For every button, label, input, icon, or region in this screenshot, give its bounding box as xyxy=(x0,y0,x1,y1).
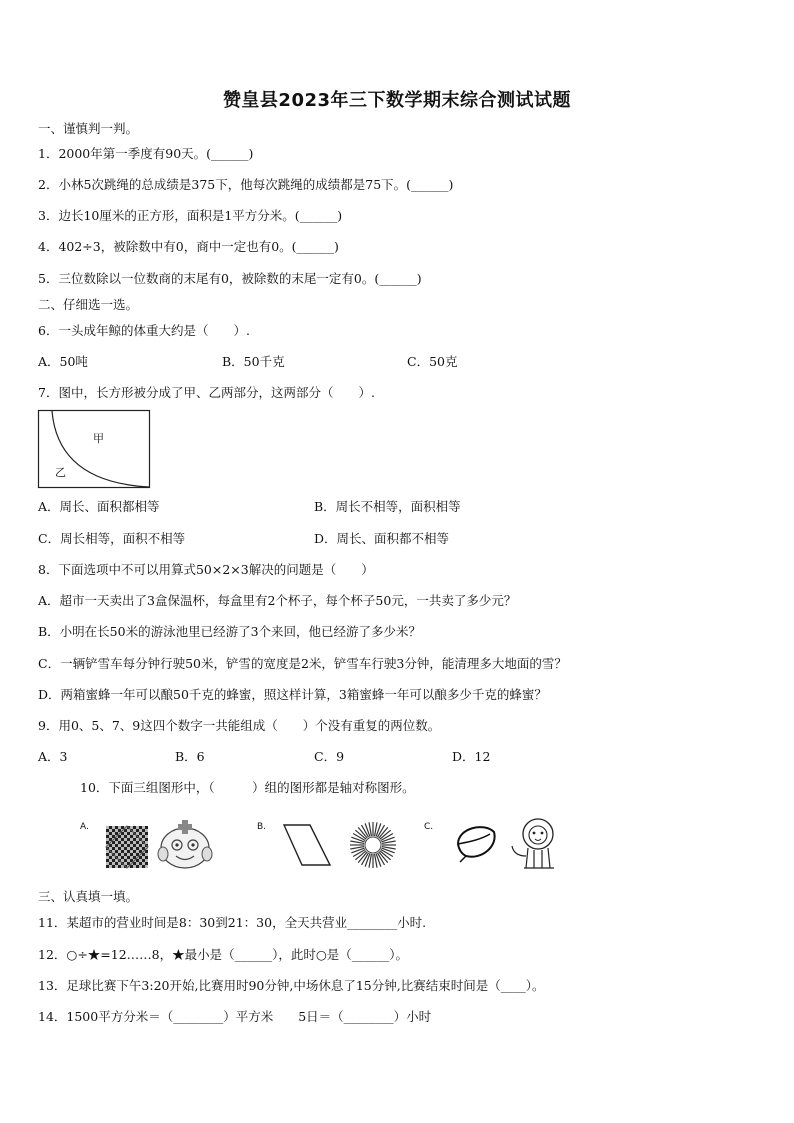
q10-sunburst-figure xyxy=(348,820,398,870)
q10-cartoon-face-figure xyxy=(156,818,214,870)
question-11: 11．某超市的营业时间是8：30到21：30，全天共营业________小时. xyxy=(38,915,427,930)
question-10: 10．下面三组图形中，（ ）组的图形都是轴对称图形。 xyxy=(80,780,415,795)
section-heading-1: 一、谨慎判一判。 xyxy=(38,121,139,136)
q10-lion-figure xyxy=(506,816,564,872)
q6-option-c: C．50克 xyxy=(407,354,458,369)
question-12: 12．○÷★=12……8，★最小是（______），此时○是（______）。 xyxy=(38,947,409,962)
page-title: 赞皇县2023年三下数学期末综合测试试题 xyxy=(222,90,572,111)
q10-parallelogram-figure xyxy=(282,822,332,868)
q7-label-yi: 乙 xyxy=(55,466,66,479)
q9-option-d: D．12 xyxy=(452,749,491,764)
question-8: 8．下面选项中不可以用算式50×2×3解决的问题是（ ） xyxy=(38,562,374,577)
q10-leaf-figure xyxy=(454,822,498,864)
section-heading-3: 三、认真填一填。 xyxy=(38,889,139,904)
q10-group-c-label: C. xyxy=(424,822,434,832)
q8-option-b: B．小明在长50米的游泳池里已经游了3个来回，他已经游了多少米？ xyxy=(38,624,422,639)
q8-option-d: D．两箱蜜蜂一年可以酿50千克的蜂蜜，照这样计算，3箱蜜蜂一年可以酿多少千克的蜂蜜？ xyxy=(38,687,547,702)
question-6: 6．一头成年鲸的体重大约是（ ）. xyxy=(38,323,250,338)
q10-group-a-label: A. xyxy=(80,822,89,832)
question-1: 1．2000年第一季度有90天。(______) xyxy=(38,146,254,161)
q7-option-c: C．周长相等，面积不相等 xyxy=(38,531,186,546)
question-5: 5．三位数除以一位数商的末尾有0，被除数的末尾一定有0。(______) xyxy=(38,271,422,286)
q6-option-b: B．50千克 xyxy=(222,354,285,369)
q8-option-c: C．一辆铲雪车每分钟行驶50米，铲雪的宽度是2米，铲雪车行驶3分钟，能清理多大地面的雪？ xyxy=(38,656,567,671)
q7-option-b: B．周长不相等，面积相等 xyxy=(314,499,461,514)
q9-option-a: A．3 xyxy=(38,749,68,764)
q10-patterned-square-figure xyxy=(106,826,148,868)
q6-option-a: A．50吨 xyxy=(38,354,88,369)
question-4: 4．402÷3，被除数中有0，商中一定也有0。(______) xyxy=(38,239,339,254)
question-9: 9．用0、5、7、9这四个数字一共能组成（ ）个没有重复的两位数。 xyxy=(38,718,441,733)
q9-option-c: C．9 xyxy=(314,749,345,764)
q9-option-b: B．6 xyxy=(175,749,205,764)
question-7: 7．图中，长方形被分成了甲、乙两部分，这两部分（ ）. xyxy=(38,385,375,400)
question-2: 2．小林5次跳绳的总成绩是375下，他每次跳绳的成绩都是75下。(______) xyxy=(38,177,454,192)
question-3: 3．边长10厘米的正方形，面积是1平方分米。(______) xyxy=(38,208,343,223)
section-heading-2: 二、仔细选一选。 xyxy=(38,297,139,312)
q7-label-jia: 甲 xyxy=(93,432,104,445)
q7-option-a: A．周长、面积都相等 xyxy=(38,499,160,514)
question-13: 13．足球比赛下午3:20开始,比赛用时90分钟,中场休息了15分钟,比赛结束时间是（____）。 xyxy=(38,978,545,993)
question-14: 14．1500平方分米＝（________）平方米 5日＝（________）小时 xyxy=(38,1009,432,1024)
q7-option-d: D．周长、面积都不相等 xyxy=(314,531,450,546)
q10-group-b-label: B. xyxy=(257,822,267,832)
q8-option-a: A．超市一天卖出了3盒保温杯，每盒里有2个杯子，每个杯子50元，一共卖了多少元？ xyxy=(38,593,517,608)
